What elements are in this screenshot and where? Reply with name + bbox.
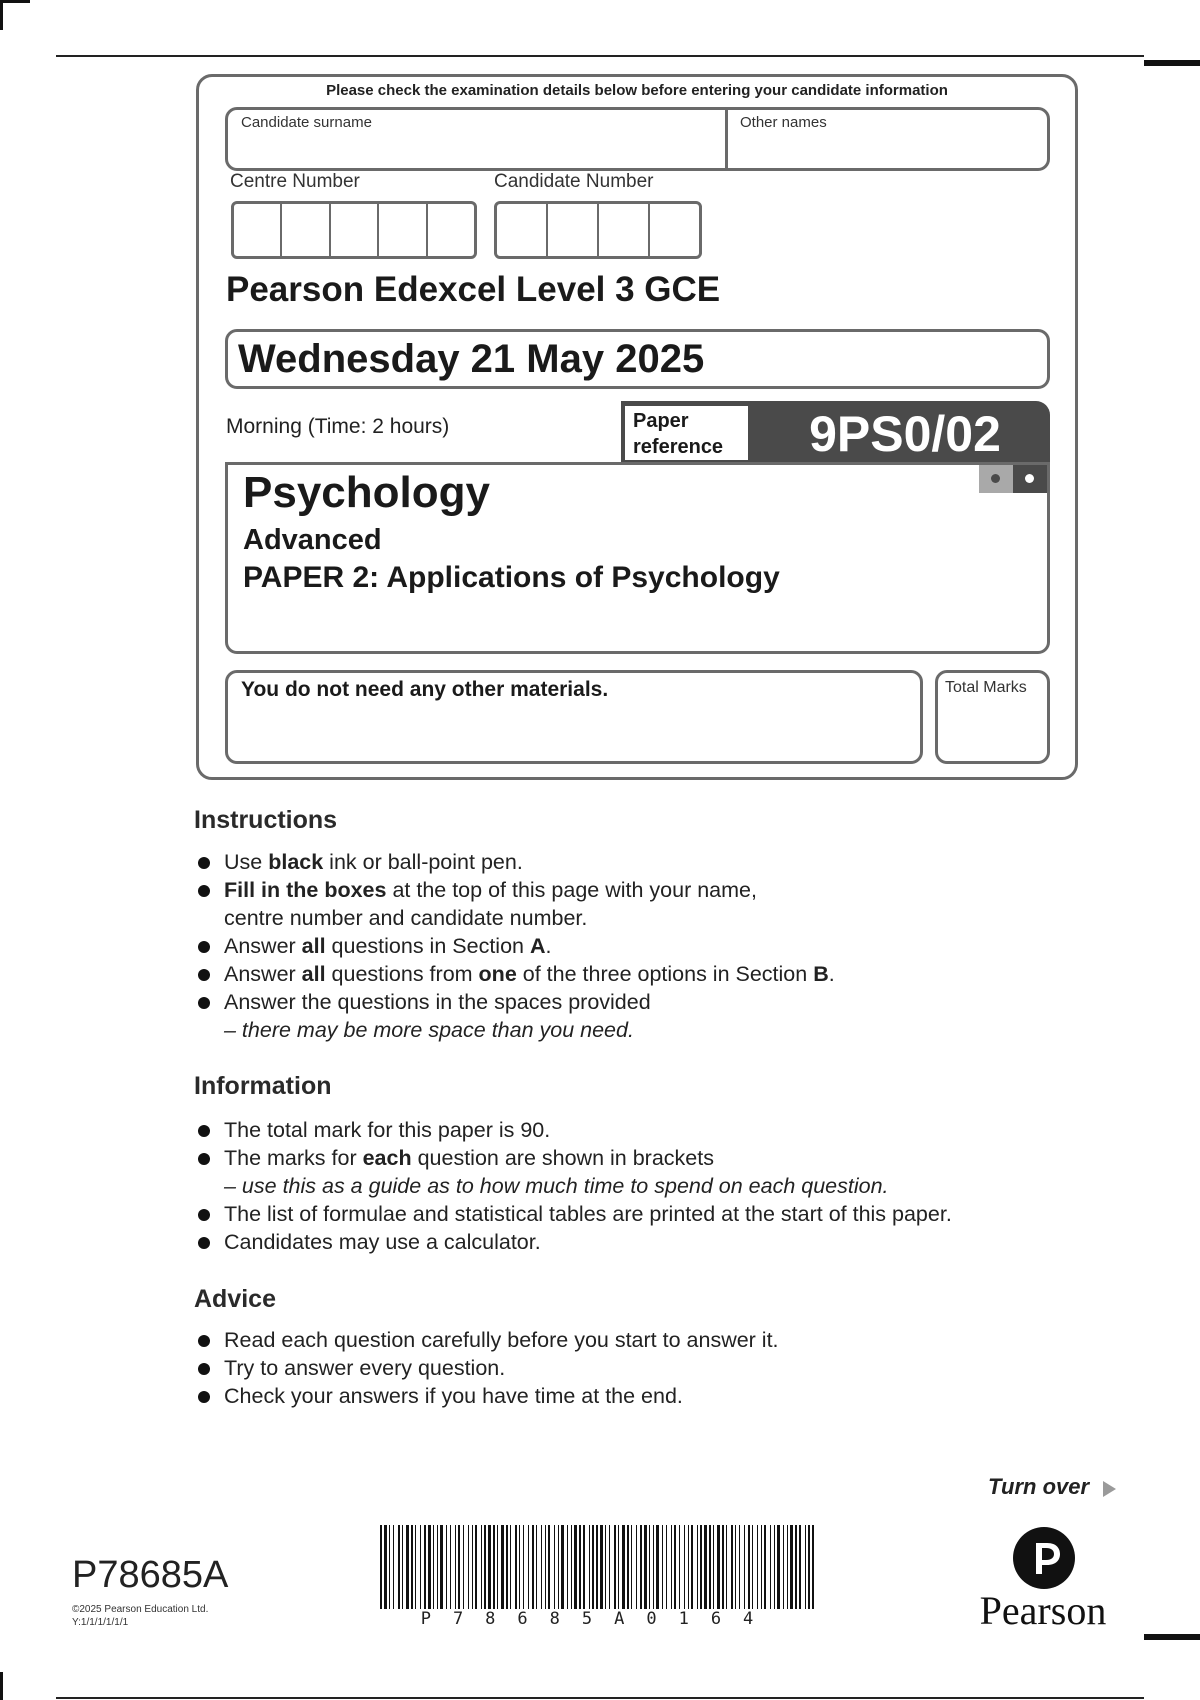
paper-title: PAPER 2: Applications of Psychology bbox=[243, 561, 780, 594]
barcode-bar bbox=[389, 1525, 390, 1609]
centre-number-label: Centre Number bbox=[230, 171, 360, 192]
digit-box[interactable] bbox=[497, 204, 548, 256]
barcode-bar bbox=[475, 1525, 477, 1609]
digit-box[interactable] bbox=[428, 204, 474, 256]
bottom-rule bbox=[56, 1697, 1144, 1699]
barcode-bar bbox=[450, 1525, 451, 1609]
barcode-bar bbox=[481, 1525, 482, 1609]
barcode-bar bbox=[644, 1525, 647, 1609]
barcode-bar bbox=[726, 1525, 727, 1609]
dot-icon bbox=[1025, 474, 1034, 483]
list-item: Try to answer every question. bbox=[194, 1354, 1074, 1382]
registration-mark bbox=[1144, 1634, 1200, 1640]
digit-box[interactable] bbox=[650, 204, 699, 256]
exam-board: Pearson Edexcel Level 3 GCE bbox=[226, 270, 721, 309]
barcode-bar bbox=[472, 1525, 473, 1609]
candidate-surname-field[interactable]: Candidate surname bbox=[241, 114, 372, 131]
barcode-bar bbox=[622, 1525, 625, 1609]
check-details-note: Please check the examination details below before entering your candidate information bbox=[326, 82, 948, 99]
top-rule bbox=[56, 55, 1144, 57]
bullet-icon bbox=[198, 1391, 210, 1403]
list-item: The total mark for this paper is 90. bbox=[194, 1116, 1074, 1144]
list-item: The marks for each question are shown in brackets – use this as a guide as to how much time to spend on each question. bbox=[194, 1144, 1074, 1200]
barcode-bar bbox=[656, 1525, 659, 1609]
paper-reference-code: 9PS0/02 bbox=[809, 406, 1001, 462]
bullet-icon bbox=[198, 1209, 210, 1221]
total-marks-box[interactable]: Total Marks bbox=[935, 670, 1050, 764]
barcode-bar bbox=[790, 1525, 793, 1609]
barcode-bar bbox=[510, 1525, 511, 1609]
barcode-bar bbox=[406, 1525, 409, 1609]
list-item: The list of formulae and statistical tables are printed at the start of this paper. bbox=[194, 1200, 1074, 1228]
barcode-bar bbox=[717, 1525, 720, 1609]
barcode-bar bbox=[420, 1525, 421, 1609]
barcode-bar bbox=[691, 1525, 693, 1609]
barcode-bar bbox=[770, 1525, 771, 1609]
barcode-bar bbox=[497, 1525, 498, 1609]
bullet-icon bbox=[198, 857, 210, 869]
pearson-logo-icon bbox=[1013, 1527, 1075, 1589]
materials-box: You do not need any other materials. bbox=[225, 670, 923, 764]
play-arrow-icon bbox=[1103, 1481, 1116, 1497]
paper-reference-label bbox=[623, 404, 750, 462]
list-item: Read each question carefully before you start to answer it. bbox=[194, 1326, 1074, 1354]
barcode-bar bbox=[649, 1525, 650, 1609]
barcode-bar bbox=[805, 1525, 806, 1609]
barcode-bar bbox=[398, 1525, 400, 1609]
barcode-bar bbox=[744, 1525, 745, 1609]
barcode-bar bbox=[605, 1525, 606, 1609]
list-item: Answer all questions in Section A. bbox=[194, 932, 1074, 960]
tier-marker-dark bbox=[1013, 465, 1047, 493]
barcode-bar bbox=[704, 1525, 707, 1609]
digit-box[interactable] bbox=[331, 204, 379, 256]
barcode-bar bbox=[684, 1525, 685, 1609]
barcode-bar bbox=[574, 1525, 577, 1609]
barcode-bar bbox=[433, 1525, 434, 1609]
barcode-bar bbox=[515, 1525, 517, 1609]
barcode-text: P78685A0164 bbox=[420, 1609, 776, 1629]
barcode-bar bbox=[493, 1525, 495, 1609]
exam-session: Morning (Time: 2 hours) bbox=[226, 415, 450, 438]
barcode-bar bbox=[774, 1525, 775, 1609]
barcode-bar bbox=[627, 1525, 629, 1609]
barcode-bar bbox=[640, 1525, 642, 1609]
barcode-bar bbox=[463, 1525, 464, 1609]
barcode-bar bbox=[393, 1525, 394, 1609]
advice-heading: Advice bbox=[194, 1285, 276, 1313]
digit-box[interactable] bbox=[548, 204, 599, 256]
barcode-bar bbox=[631, 1525, 632, 1609]
barcode-bar bbox=[653, 1525, 654, 1609]
barcode-bar bbox=[583, 1525, 585, 1609]
centre-number-boxes[interactable] bbox=[231, 201, 477, 259]
barcode-bar bbox=[674, 1525, 676, 1609]
barcode-bar bbox=[618, 1525, 619, 1609]
barcode-bar bbox=[440, 1525, 443, 1609]
bullet-icon bbox=[198, 1125, 210, 1137]
barcode-bar bbox=[614, 1525, 616, 1609]
barcode-bar bbox=[506, 1525, 508, 1609]
copyright-text: ©2025 Pearson Education Ltd. bbox=[72, 1604, 209, 1615]
barcode-bar bbox=[558, 1525, 559, 1609]
turn-over-label: Turn over bbox=[988, 1474, 1090, 1499]
digit-box[interactable] bbox=[379, 204, 427, 256]
barcode-bar bbox=[528, 1525, 529, 1609]
crop-mark bbox=[0, 1672, 3, 1700]
barcode-bar bbox=[501, 1525, 504, 1609]
barcode-bar bbox=[519, 1525, 520, 1609]
information-list bbox=[194, 1116, 1074, 1256]
barcode-bar bbox=[536, 1525, 537, 1609]
list-item: Check your answers if you have time at the end. bbox=[194, 1382, 1074, 1410]
barcode-bar bbox=[446, 1525, 447, 1609]
instructions-list bbox=[194, 848, 1074, 1044]
barcode-bar bbox=[713, 1525, 714, 1609]
paper-code: P78685A bbox=[72, 1554, 229, 1596]
barcode-bar bbox=[554, 1525, 555, 1609]
tier-marker-light bbox=[979, 465, 1013, 493]
version-text: Y:1/1/1/1/1/1 bbox=[72, 1617, 129, 1628]
barcode-bar bbox=[752, 1525, 753, 1609]
barcode-bar bbox=[437, 1525, 438, 1609]
barcode-bar bbox=[783, 1525, 784, 1609]
barcode-bar bbox=[592, 1525, 594, 1609]
pearson-wordmark: Pearson bbox=[979, 1588, 1107, 1633]
barcode-bar bbox=[561, 1525, 564, 1609]
barcode-bar bbox=[787, 1525, 788, 1609]
exam-date: Wednesday 21 May 2025 bbox=[225, 329, 1050, 389]
list-item: Use black ink or ball-point pen. bbox=[194, 848, 1074, 876]
barcode-bar bbox=[545, 1525, 546, 1609]
barcode-bar bbox=[739, 1525, 740, 1609]
barcode-bar bbox=[808, 1525, 810, 1609]
bullet-icon bbox=[198, 997, 210, 1009]
barcode-bar bbox=[428, 1525, 431, 1609]
barcode-bar bbox=[764, 1525, 766, 1609]
barcode-bar bbox=[795, 1525, 797, 1609]
digit-box[interactable] bbox=[234, 204, 282, 256]
barcode-bar bbox=[571, 1525, 572, 1609]
registration-mark bbox=[1144, 60, 1200, 66]
crop-mark bbox=[0, 0, 3, 30]
barcode-bar bbox=[589, 1525, 590, 1609]
barcode-icon bbox=[380, 1525, 816, 1609]
list-item: Fill in the boxes at the top of this page with your name, centre number and candidate number. bbox=[194, 876, 1074, 932]
barcode-bar bbox=[777, 1525, 780, 1609]
dot-icon bbox=[991, 474, 1000, 483]
bullet-icon bbox=[198, 1335, 210, 1347]
list-item: Answer all questions from one of the three options in Section B. bbox=[194, 960, 1074, 988]
bullet-icon bbox=[198, 1153, 210, 1165]
information-heading: Information bbox=[194, 1072, 332, 1100]
barcode-bar bbox=[411, 1525, 413, 1609]
barcode-bar bbox=[761, 1525, 762, 1609]
barcode-bar bbox=[596, 1525, 598, 1609]
bullet-icon bbox=[198, 885, 210, 897]
name-box-divider bbox=[725, 107, 728, 171]
barcode-bar bbox=[541, 1525, 542, 1609]
barcode-bar bbox=[384, 1525, 387, 1609]
barcode-bar bbox=[484, 1525, 486, 1609]
bullet-icon bbox=[198, 941, 210, 953]
barcode-bar bbox=[748, 1525, 750, 1609]
list-item: Answer the questions in the spaces provided – there may be more space than you need. bbox=[194, 988, 1074, 1044]
barcode-bar bbox=[380, 1525, 382, 1609]
barcode-bar bbox=[662, 1525, 663, 1609]
bullet-icon bbox=[198, 969, 210, 981]
subject-title: Psychology bbox=[243, 468, 490, 517]
barcode-bar bbox=[757, 1525, 758, 1609]
digit-box[interactable] bbox=[282, 204, 330, 256]
barcode-bar bbox=[679, 1525, 680, 1609]
barcode-bar bbox=[636, 1525, 637, 1609]
barcode-bar bbox=[600, 1525, 603, 1609]
barcode-bar bbox=[579, 1525, 581, 1609]
other-names-field[interactable]: Other names bbox=[740, 114, 827, 131]
digit-box[interactable] bbox=[599, 204, 650, 256]
barcode-bar bbox=[735, 1525, 736, 1609]
candidate-number-label: Candidate Number bbox=[494, 171, 654, 192]
barcode-bar bbox=[731, 1525, 733, 1609]
barcode-bar bbox=[567, 1525, 568, 1609]
barcode-bar bbox=[532, 1525, 534, 1609]
barcode-bar bbox=[700, 1525, 702, 1609]
barcode-bar bbox=[523, 1525, 524, 1609]
barcode-bar bbox=[488, 1525, 491, 1609]
barcode-bar bbox=[458, 1525, 460, 1609]
crop-mark bbox=[0, 0, 30, 3]
bullet-icon bbox=[198, 1237, 210, 1249]
barcode-bar bbox=[424, 1525, 426, 1609]
barcode-bar bbox=[688, 1525, 689, 1609]
barcode-bar bbox=[415, 1525, 416, 1609]
barcode-bar bbox=[812, 1525, 814, 1609]
barcode-bar bbox=[799, 1525, 801, 1609]
list-item: Candidates may use a calculator. bbox=[194, 1228, 1074, 1256]
paper-reference-label-line2: reference bbox=[633, 436, 724, 458]
subject-level: Advanced bbox=[243, 524, 382, 556]
instructions-heading: Instructions bbox=[194, 806, 338, 834]
candidate-number-boxes[interactable] bbox=[494, 201, 702, 259]
barcode-bar bbox=[671, 1525, 672, 1609]
barcode-bar bbox=[709, 1525, 711, 1609]
advice-list bbox=[194, 1326, 1074, 1410]
barcode-bar bbox=[468, 1525, 469, 1609]
pearson-p-icon bbox=[1013, 1527, 1075, 1589]
barcode-bar bbox=[697, 1525, 698, 1609]
barcode-bar bbox=[402, 1525, 403, 1609]
barcode-bar bbox=[455, 1525, 456, 1609]
barcode-bar bbox=[722, 1525, 724, 1609]
paper-reference-label-line1: Paper bbox=[633, 410, 689, 432]
barcode-bar bbox=[548, 1525, 550, 1609]
barcode-bar bbox=[666, 1525, 667, 1609]
barcode-bar bbox=[609, 1525, 610, 1609]
bullet-icon bbox=[198, 1363, 210, 1375]
